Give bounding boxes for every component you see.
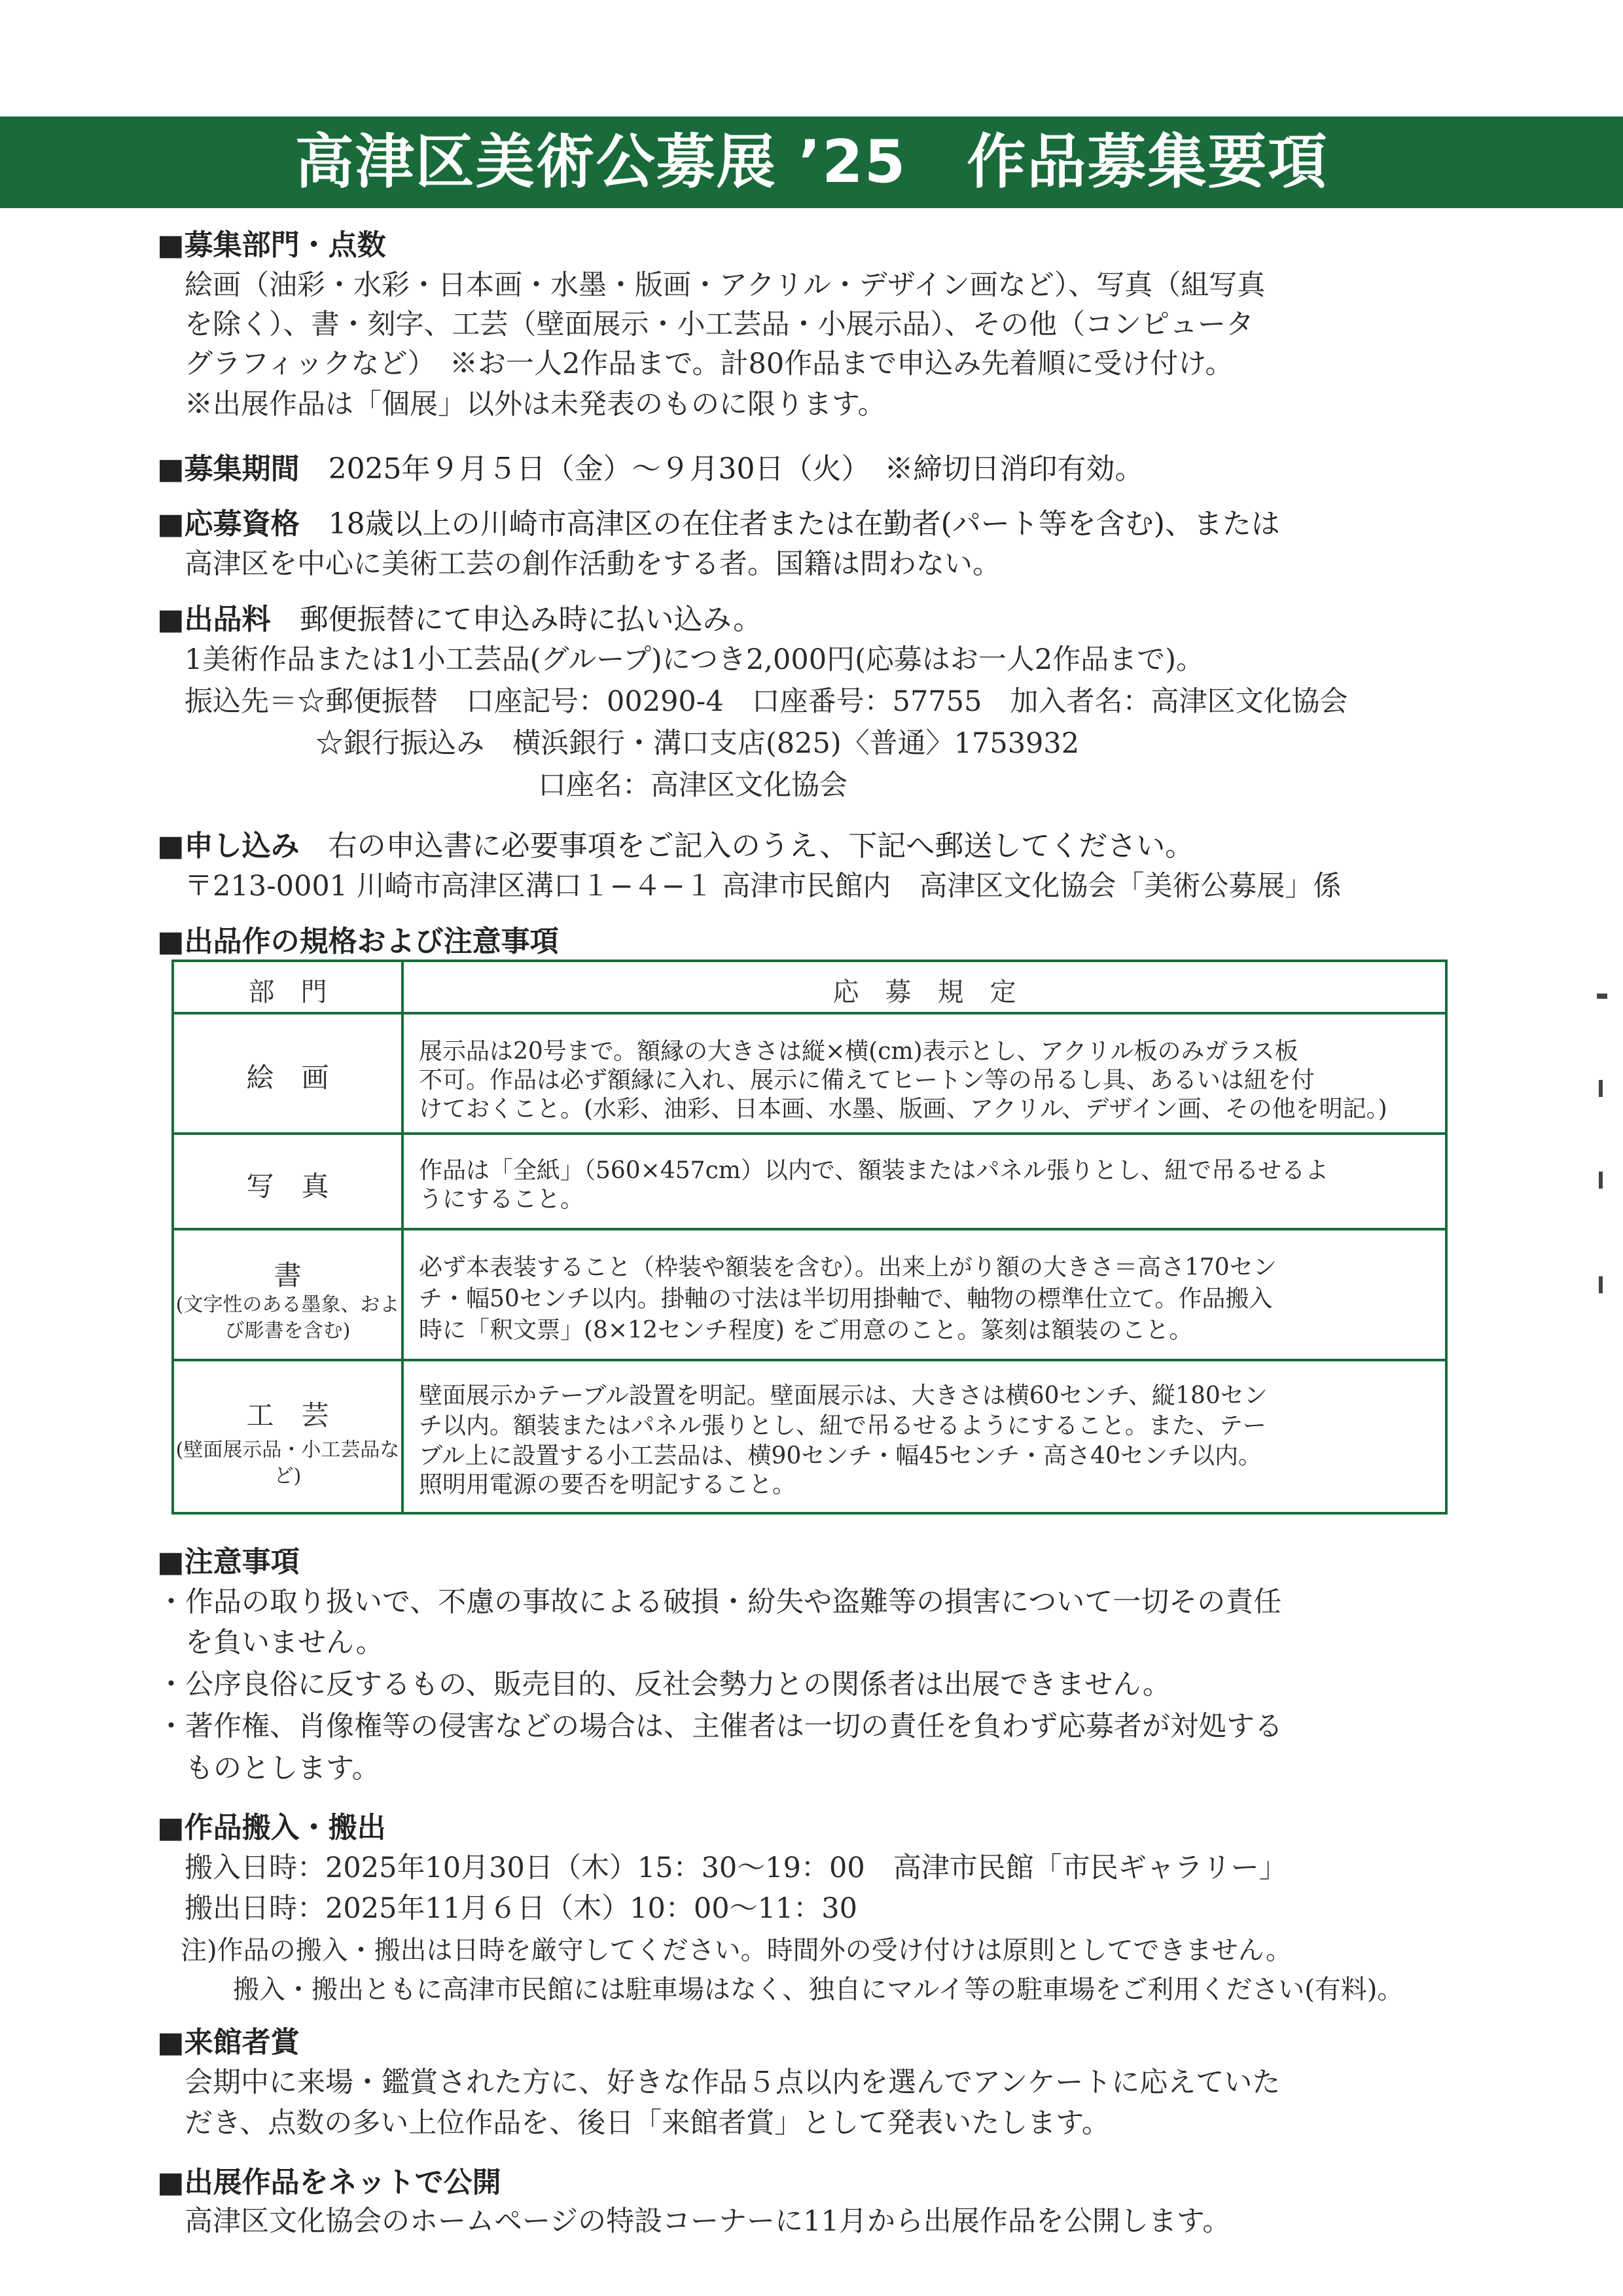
notes-item: ・著作権、肖像権等の侵害などの場合は、主催者は一切の責任を負わず応募者が対処する bbox=[157, 1710, 1283, 1743]
edge-crop-mark bbox=[1599, 1276, 1603, 1293]
table-cell-line: 展示品は20号まで。額縁の大きさは縦×横(cm)表示とし、アクリル板のみガラス板 bbox=[419, 1038, 1298, 1065]
table-header-category: 部 門 bbox=[248, 977, 327, 1007]
fee-text: 郵便振替にて申込み時に払い込み。 bbox=[299, 603, 762, 636]
application-text: 右の申込書に必要事項をご記入のうえ、下記へ郵送してください。 bbox=[328, 829, 1194, 863]
categories-line: ※出展作品は「個展」以外は未発表のものに限ります。 bbox=[185, 388, 886, 421]
section-heading-online: ■出展作品をネットで公開 bbox=[157, 2166, 501, 2199]
table-cell-line: けておくこと。(水彩、油彩、日本画、水墨、版画、アクリル、デザイン画、その他を明記。) bbox=[419, 1096, 1387, 1122]
fee-line: 振込先＝☆郵便振替 口座記号：00290-4 口座番号：57755 加入者名：高津区文化協会 bbox=[185, 685, 1348, 718]
delivery-out-time: 搬出日時：2025年11月６日（木）10：00〜11：30 bbox=[185, 1892, 858, 1925]
section-heading-period: ■募集期間 2025年９月５日（金）〜９月30日（火） ※締切日消印有効。 bbox=[157, 452, 1144, 486]
categories-line: グラフィックなど） ※お一人2作品まで。計80作品まで申込み先着順に受け付け。 bbox=[185, 348, 1234, 380]
notes-item: ・公序良俗に反するもの、販売目的、反社会勢力との関係者は出展できません。 bbox=[157, 1668, 1171, 1701]
table-cell-line: 必ず本表装すること（枠装や額装を含む）。出来上がり額の大きさ＝高さ170セン bbox=[419, 1254, 1277, 1281]
application-address: 〒213-0001 川崎市高津区溝口１−４−１ 高津市民館内 高津区文化協会「美術公募展」係 bbox=[185, 870, 1342, 903]
visitor-award-line: 会期中に来場・鑑賞された方に、好きな作品５点以内を選んでアンケートに応えていた bbox=[185, 2066, 1281, 2099]
visitor-award-line: だき、点数の多い上位作品を、後日「来館者賞」として発表いたします。 bbox=[185, 2107, 1110, 2140]
table-row-category: 書 bbox=[274, 1259, 302, 1291]
fee-line: ☆銀行振込み 横浜銀行・溝口支店(825)〈普通〉1753932 bbox=[315, 727, 1080, 760]
edge-crop-mark bbox=[1597, 994, 1607, 999]
delivery-note: 搬入・搬出ともに高津市民館には駐車場はなく、独自にマルイ等の駐車場をご利用ください(有料)。 bbox=[181, 1975, 1404, 2005]
table-row-category: 絵 画 bbox=[246, 1062, 329, 1094]
fee-line: 口座名：高津区文化協会 bbox=[538, 769, 847, 802]
table-cell-line: 壁面展示かテーブル設置を明記。壁面展示は、大きさは横60センチ、縦180セン bbox=[419, 1382, 1268, 1409]
table-row-category-note: (壁面展示品・小工芸品など) bbox=[175, 1439, 400, 1488]
table-cell-line: うにすること。 bbox=[419, 1186, 584, 1213]
notes-item: を負いません。 bbox=[157, 1626, 384, 1659]
section-heading-delivery: ■作品搬入・搬出 bbox=[157, 1811, 386, 1844]
eligibility-text: 18歳以上の川崎市高津区の在住者または在勤者(パート等を含む)、または bbox=[328, 507, 1280, 541]
table-divider bbox=[171, 1228, 1448, 1230]
notes-item: ・作品の取り扱いで、不慮の事故による破損・紛失や盗難等の損害について一切その責任 bbox=[157, 1586, 1282, 1619]
table-cell-line: 時に「釈文票」(8×12センチ程度) をご用意のこと。篆刻は額装のこと。 bbox=[419, 1317, 1193, 1344]
categories-line: 絵画（油彩・水彩・日本画・水墨・版画・アクリル・デザイン画など）、写真（組写真 bbox=[185, 269, 1266, 302]
edge-crop-mark bbox=[1599, 1172, 1603, 1189]
table-cell-line: チ以内。額装またはパネル張りとし、紐で吊るせるようにすること。また、テー bbox=[419, 1412, 1266, 1439]
table-cell-line: 不可。作品は必ず額縁に入れ、展示に備えてヒートン等の吊るし具、あるいは紐を付 bbox=[419, 1067, 1315, 1094]
eligibility-line: 高津区を中心に美術工芸の創作活動をする者。国籍は問わない。 bbox=[185, 548, 1001, 581]
section-heading-fee: ■出品料 郵便振替にて申込み時に払い込み。 bbox=[157, 603, 762, 636]
section-heading-visitor-award: ■来館者賞 bbox=[157, 2026, 300, 2059]
table-header-rules: 応 募 規 定 bbox=[832, 977, 1016, 1007]
notes-item: ものとします。 bbox=[157, 1752, 380, 1785]
categories-line: を除く）、書・刻字、工芸（壁面展示・小工芸品・小展示品）、その他（コンピュータ bbox=[185, 308, 1254, 341]
table-cell-line: ブル上に設置する小工芸品は、横90センチ・幅45センチ・高さ40センチ以内。 bbox=[419, 1443, 1262, 1469]
section-heading-eligibility: ■応募資格 18歳以上の川崎市高津区の在住者または在勤者(パート等を含む)、または bbox=[157, 507, 1280, 541]
delivery-note: 注)作品の搬入・搬出は日時を厳守してください。時間外の受け付けは原則としてできません。 bbox=[181, 1935, 1293, 1965]
online-line: 高津区文化協会のホームページの特設コーナーに11月から出展作品を公開します。 bbox=[185, 2205, 1231, 2238]
period-text: 2025年９月５日（金）〜９月30日（火） ※締切日消印有効。 bbox=[328, 452, 1144, 486]
table-row-category: 写 真 bbox=[246, 1170, 329, 1202]
table-column-divider bbox=[401, 960, 404, 1515]
section-heading-categories: ■募集部門・点数 bbox=[157, 228, 386, 262]
table-divider bbox=[171, 1012, 1448, 1014]
table-row-category: 工 芸 bbox=[246, 1399, 329, 1431]
section-heading-application: ■申し込み 右の申込書に必要事項をご記入のうえ、下記へ郵送してください。 bbox=[157, 829, 1194, 863]
table-divider bbox=[171, 1359, 1448, 1361]
table-cell-line: 作品は「全紙」（560×457cm）以内で、額装またはパネル張りとし、紐で吊るせるよ bbox=[419, 1157, 1329, 1184]
table-cell-line: 照明用電源の要否を明記すること。 bbox=[419, 1471, 796, 1498]
table-divider bbox=[171, 1132, 1448, 1135]
table-row-category-note: (文字性のある墨象、および彫書を含む) bbox=[175, 1293, 400, 1342]
delivery-in-time: 搬入日時：2025年10月30日（木）15：30〜19：00 高津市民館「市民ギャラリー」 bbox=[185, 1852, 1287, 1884]
fee-line: 1美術作品または1小工芸品(グループ)につき2,000円(応募はお一人2作品まで)。 bbox=[185, 643, 1204, 676]
section-heading-notes: ■注意事項 bbox=[157, 1545, 300, 1579]
edge-crop-mark bbox=[1599, 1080, 1603, 1097]
table-cell-line: チ・幅50センチ以内。掛軸の寸法は半切用掛軸で、軸物の標準仕立て。作品搬入 bbox=[419, 1285, 1273, 1312]
section-heading-spec: ■出品作の規格および注意事項 bbox=[157, 925, 559, 958]
page-title: 高津区美術公募展 ’25 作品募集要項 bbox=[294, 128, 1329, 196]
